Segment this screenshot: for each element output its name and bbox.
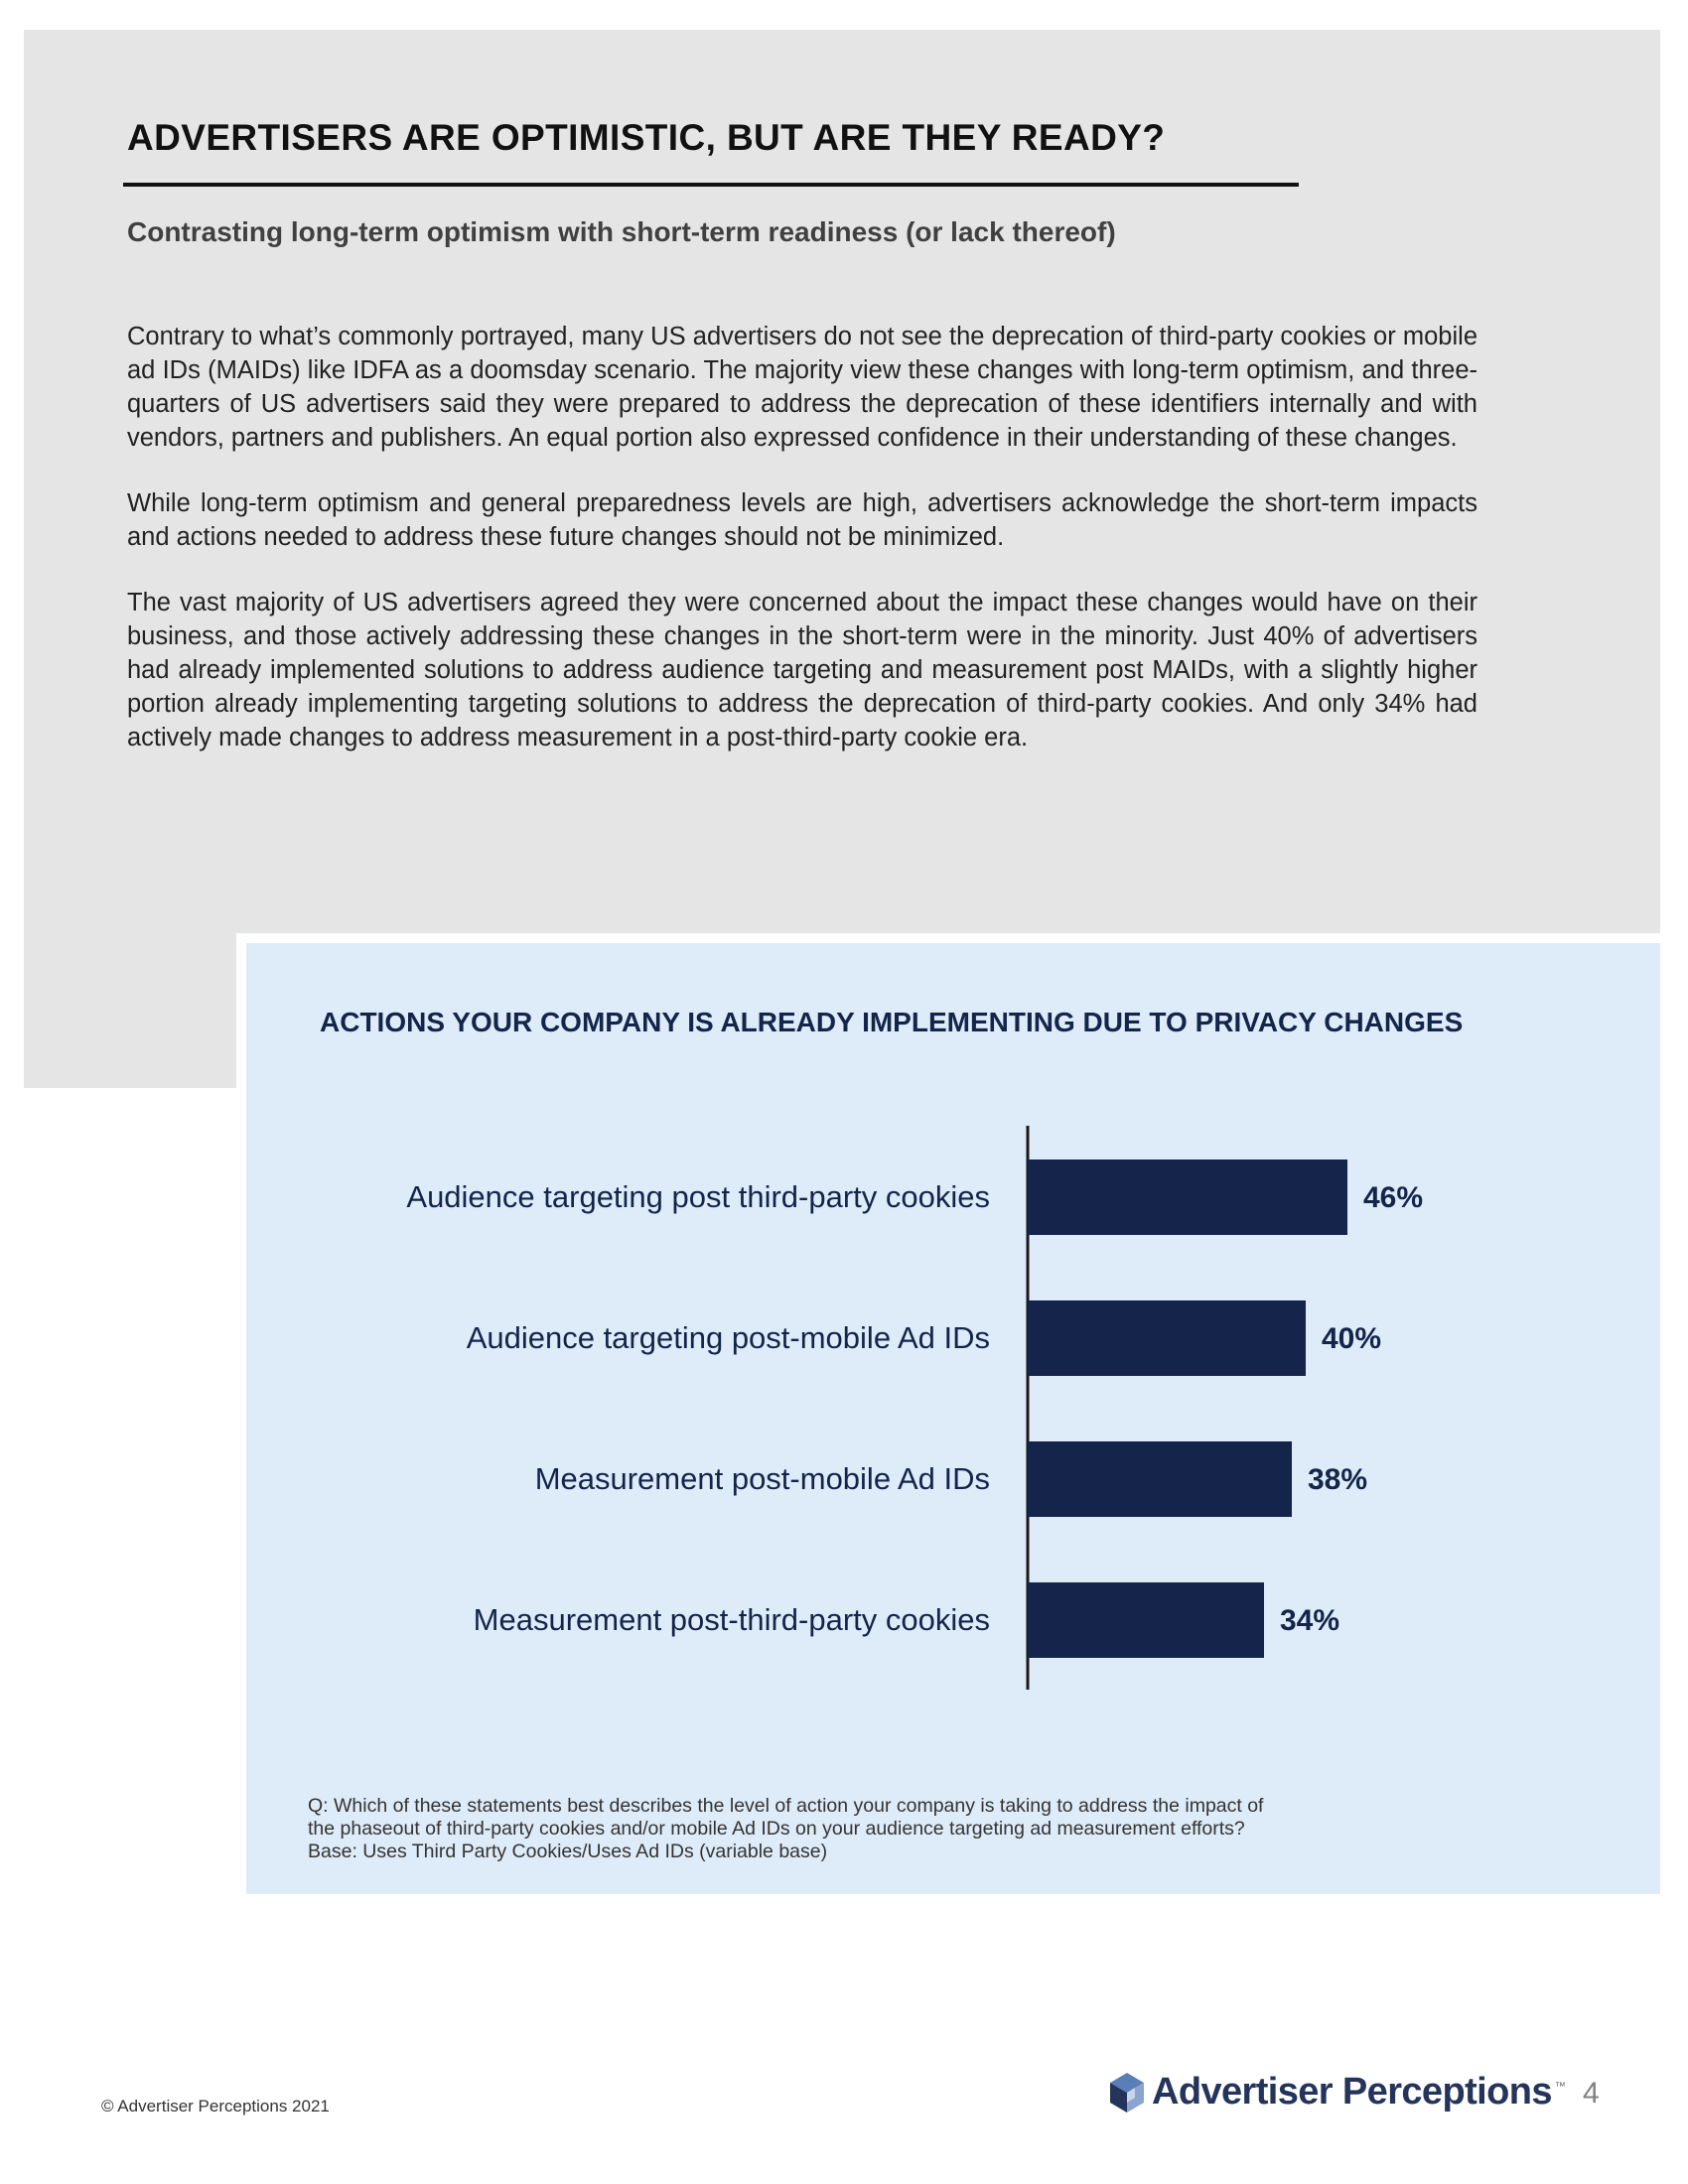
bar-chart (246, 1112, 1660, 1707)
value-label: 46% (1363, 1181, 1424, 1214)
page-title: ADVERTISERS ARE OPTIMISTIC, BUT ARE THEY READY? (127, 117, 1166, 158)
bar (1028, 1300, 1306, 1376)
category-label: Audience targeting post third-party cookies (406, 1179, 990, 1214)
body-text (127, 320, 1477, 786)
page-number: 4 (1583, 2077, 1600, 2110)
category-label: Measurement post-third-party cookies (473, 1602, 990, 1637)
value-label: 34% (1280, 1604, 1340, 1637)
footnote-line: the phaseout of third-party cookies and/or mobile Ad IDs on your audience targeting ad measurement efforts? (308, 1818, 1245, 1840)
copyright-notice: © Advertiser Perceptions 2021 (101, 2097, 330, 2116)
bar (1028, 1441, 1292, 1517)
bar (1028, 1582, 1264, 1658)
chart-footnote (308, 1795, 1450, 1863)
logo-text: Advertiser Perceptions (1152, 2071, 1552, 2113)
chart-title: ACTIONS YOUR COMPANY IS ALREADY IMPLEMENTING DUE TO PRIVACY CHANGES (320, 1007, 1464, 1037)
body-paragraph: The vast majority of US advertisers agreed they were concerned about the impact these changes would have on their business, and those actively addressing these changes in the short-term were in the minority. Just 40% of advertisers had already implemented solutions to address audience targeting and measurement post MAIDs, with a slightly higher portion already implementing targeting solutions to address the deprecation of third-party cookies. And only 34% had actively made changes to address measurement in a post-third-party cookie era. (127, 589, 1477, 751)
body-paragraph: Contrary to what’s commonly portrayed, many US advertisers do not see the deprecation of third-party cookies or mobile ad IDs (MAIDs) like IDFA as a doomsday scenario. The majority view these changes with long-term optimism, and three-quarters of US advertisers said they were prepared to address the deprecation of these identifiers internally and with vendors, partners and publishers. An equal portion also expressed confidence in their understanding of these changes. (127, 323, 1477, 452)
category-label: Audience targeting post-mobile Ad IDs (466, 1320, 990, 1355)
category-label: Measurement post-mobile Ad IDs (534, 1461, 990, 1496)
bar (1028, 1160, 1347, 1235)
logo-cube-icon (1108, 2072, 1146, 2114)
body-paragraph: While long-term optimism and general preparedness levels are high, advertisers acknowledge the short-term impacts and actions needed to address these future changes should not be minimized. (127, 489, 1477, 551)
title-underline (123, 183, 1299, 187)
company-logo (1108, 2071, 1566, 2114)
value-label: 38% (1308, 1463, 1368, 1496)
footnote-line: Q: Which of these statements best describes the level of action your company is taking to address the impact of (308, 1795, 1264, 1817)
value-label: 40% (1322, 1322, 1382, 1355)
logo-trademark: ™ (1554, 2081, 1566, 2093)
footnote-line: Base: Uses Third Party Cookies/Uses Ad IDs (variable base) (308, 1841, 828, 1862)
page-subtitle: Contrasting long-term optimism with short-term readiness (or lack thereof) (127, 216, 1116, 247)
